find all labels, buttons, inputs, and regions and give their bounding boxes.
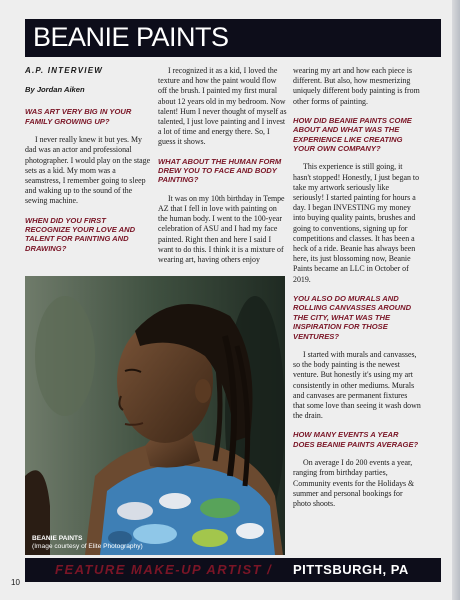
footer-location: PITTSBURGH, PA — [293, 562, 409, 577]
question-heading: WAS ART VERY BIG IN YOUR FAMILY GROWING UP? — [25, 107, 132, 126]
page-title: BEANIE PAINTS — [33, 22, 229, 52]
answer-paragraph: I started with murals and canvasses, so the body painting is the newest venture. But honestly it's using my art consistently in other mediums. Murals and canvases are permanent fixtures that some love than seeing it wash down the drain. — [293, 349, 421, 421]
answer-paragraph: On average I do 200 events a year, ranging from birthday parties, Community events for the Holidays & summer and personal bookings for photo shoots. — [293, 458, 415, 508]
footer-bar — [25, 558, 441, 582]
page-edge-shadow — [452, 0, 460, 600]
article-byline: By Jordan Aiken — [25, 85, 85, 95]
footer-section-label: FEATURE MAKE-UP ARTIST / — [55, 562, 273, 577]
question-heading: HOW DID BEANIE PAINTS COME ABOUT AND WHAT WAS THE EXPERIENCE LIKE CREATING YOUR OWN COMPANY? — [293, 115, 412, 154]
question-heading: HOW MANY EVENTS A YEAR DOES BEANIE PAINTS AVERAGE? — [293, 430, 419, 449]
page-number: 10 — [11, 578, 20, 587]
title-bar — [25, 19, 441, 57]
answer-paragraph: It was on my 10th birthday in Tempe AZ that I fell in love with painting on the human body. I went to the 100-year celebration of ASU and I had my face painted. Right then and here I said I want to do this. I think it is a mixture of wearing art, having others enjoy — [158, 193, 285, 265]
article-column-1 — [25, 66, 151, 262]
article-column-3 — [293, 66, 421, 518]
caption-credit: (Image courtesy of Elite Photography) — [32, 543, 143, 550]
portrait-illustration — [25, 276, 285, 555]
answer-paragraph: I never really knew it but yes. My dad was an actor and professional photographer. I would play on the stage sets as a kid. My mom was a seamstress, I remember going to sleep and waking up to the sound of the sewing machine. — [25, 135, 151, 206]
artist-photo — [25, 276, 285, 555]
question-heading: YOU ALSO DO MURALS AND ROLLING CANVASSES AROUND THE CITY, WHAT WAS THE INSPIRATION FOR THOSE VENTURES? — [293, 293, 412, 341]
caption-title: BEANIE PAINTS — [32, 535, 83, 542]
photo-caption — [32, 535, 143, 551]
article-kicker: A.P. INTERVIEW — [25, 66, 103, 75]
article-column-2 — [158, 66, 287, 274]
question-heading: WHAT ABOUT THE HUMAN FORM DREW YOU TO FACE AND BODY PAINTING? — [158, 156, 282, 185]
answer-paragraph: wearing my art and how each piece is different. But also, how mesmerizing uniquely different body painting is from other forms of painting. — [293, 66, 420, 106]
answer-paragraph: I recognized it as a kid, I loved the texture and how the paint would flow off the brush. I painted my first mural about 12 years old in my bedroom. Now talent! Hum I never thought of myself as talented, I just love painting and I invest a lot of time and energy there. So, I guess it shows. — [158, 66, 287, 147]
question-heading: WHEN DID YOU FIRST RECOGNIZE YOUR LOVE AND TALENT FOR PAINTING AND DRAWING? — [25, 215, 136, 253]
answer-paragraph: This experience is still going, it hasn't stopped! Honestly, I just began to take my artwork seriously like seriously! I started painting for hours a day. I began INVESTING my money into buying quality paints, brushes and going to conventions, signing up for competitions and classes. It has been a heck of a ride. Beanie has always been here, its just blossoming now, Beanie Paints became an LLC in October of 2019. — [293, 162, 420, 284]
